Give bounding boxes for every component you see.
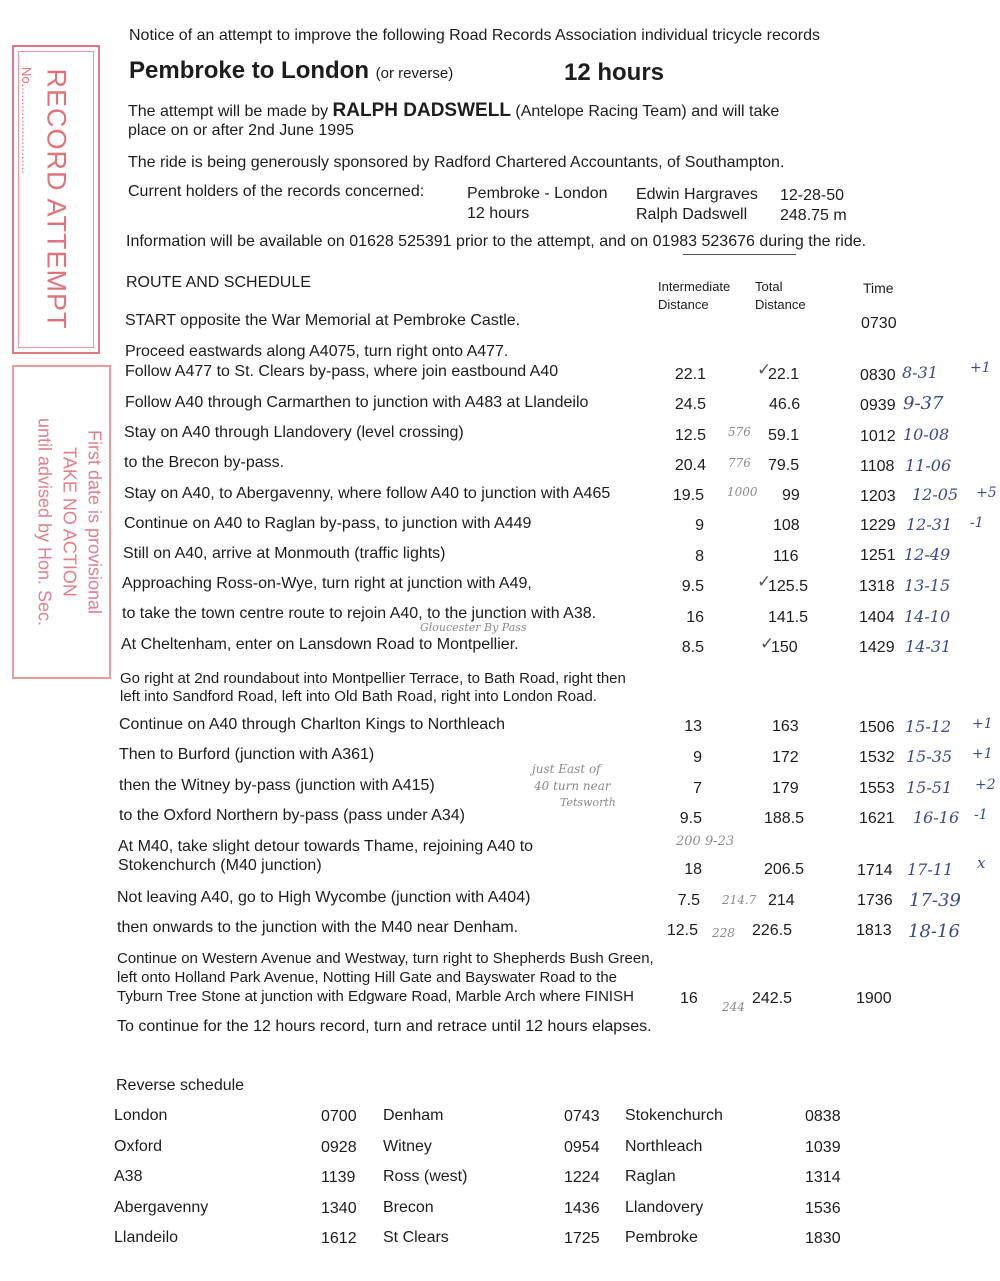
holder-name-1: Edwin Hargraves xyxy=(636,186,758,203)
actual-time: 14-10 xyxy=(904,607,951,626)
scheduled-time: 1506 xyxy=(859,719,895,736)
intermediate-distance: 8.5 xyxy=(681,639,704,656)
actual-time: 10-08 xyxy=(903,425,950,444)
pencil-note: 244 xyxy=(722,1000,745,1014)
route-step-text: Follow A40 through Carmarthen to junction with A483 at Llandeilo xyxy=(125,394,589,411)
pencil-note: Tetsworth xyxy=(560,796,616,809)
reverse-time: 0743 xyxy=(564,1108,600,1125)
pencil-note: just East of xyxy=(532,762,601,776)
time-diff: +1 xyxy=(972,716,993,732)
sponsor-line: The ride is being generously sponsored by Radford Chartered Accountants, of Southampton. xyxy=(128,154,785,171)
total-distance: 59.1 xyxy=(768,427,800,444)
holder-name-2: Ralph Dadswell xyxy=(636,206,748,223)
stamp-line-1: First date is provisional xyxy=(84,429,105,615)
scheduled-time: 1012 xyxy=(860,428,896,445)
route-title: ROUTE AND SCHEDULE xyxy=(126,274,311,291)
scheduled-time: 1429 xyxy=(859,639,895,656)
actual-time: 16-16 xyxy=(913,808,960,827)
actual-time: 12-49 xyxy=(904,545,951,564)
reverse-place: St Clears xyxy=(383,1229,449,1246)
rider-name: RALPH DADSWELL xyxy=(332,100,511,121)
total-distance: 150 xyxy=(771,639,798,656)
reverse-place: Northleach xyxy=(625,1138,703,1155)
reverse-place: Brecon xyxy=(383,1199,434,1216)
intermediate-distance: 12.5 xyxy=(674,427,706,444)
route-step-text: Proceed eastwards along A4075, turn right onto A477. xyxy=(125,343,509,360)
scheduled-time: 1813 xyxy=(856,922,892,939)
col-intermediate-label: Intermediate xyxy=(658,279,731,294)
actual-time: 18-16 xyxy=(908,921,960,942)
total-distance: 141.5 xyxy=(768,609,809,626)
route-step-text: At M40, take slight detour towards Thame, rejoining A40 to xyxy=(118,838,534,855)
scheduled-time: 0939 xyxy=(860,397,896,414)
tick-mark: ✓ xyxy=(760,634,775,653)
reverse-time: 1612 xyxy=(321,1230,357,1247)
scheduled-time: 1714 xyxy=(857,862,893,879)
route-start: START opposite the War Memorial at Pembroke Castle. xyxy=(125,312,521,329)
intermediate-distance: 9.5 xyxy=(679,810,702,827)
info-line: Information will be available on 01628 525391 prior to the attempt, and on 01983 523676 during the ride. xyxy=(126,233,867,250)
intermediate-distance: 7 xyxy=(693,780,702,797)
route-step-text: Approaching Ross-on-Wye, turn right at junction with A49, xyxy=(122,575,532,592)
route-step-text: Continue on A40 through Charlton Kings to Northleach xyxy=(119,716,506,733)
total-distance: 125.5 xyxy=(768,578,809,595)
reverse-schedule-title: Reverse schedule xyxy=(116,1077,245,1094)
route-start-time: 0730 xyxy=(861,315,897,332)
total-distance: 188.5 xyxy=(764,810,805,827)
reverse-time: 1830 xyxy=(805,1230,841,1247)
pencil-note: 576 xyxy=(728,425,751,439)
route-step-text: Stay on A40, to Abergavenny, where follow A40 to junction with A465 xyxy=(124,485,611,502)
actual-time: 15-12 xyxy=(905,717,952,736)
scheduled-time: 0830 xyxy=(860,367,896,384)
scheduled-time: 1532 xyxy=(859,749,895,766)
reverse-time: 1314 xyxy=(805,1169,841,1186)
reverse-place: London xyxy=(114,1107,168,1124)
col-time-label: Time xyxy=(863,280,894,296)
holder-value-1: 12-28-50 xyxy=(780,187,845,204)
tick-mark: ✓ xyxy=(757,572,772,591)
total-distance: 214 xyxy=(768,892,795,909)
scheduled-time: 1404 xyxy=(859,609,895,626)
reverse-time: 1340 xyxy=(321,1200,357,1217)
actual-time: 14-31 xyxy=(905,637,952,656)
time-diff: -1 xyxy=(974,807,988,823)
actual-time: 9-37 xyxy=(903,393,944,414)
route-step-text: Still on A40, arrive at Monmouth (traffic lights) xyxy=(123,545,446,562)
holder-record-2: 12 hours xyxy=(467,205,530,222)
total-distance: 99 xyxy=(782,487,800,504)
record-attempt-stamp-text: RECORD ATTEMPT xyxy=(41,68,72,330)
route-step-text: Stay on A40 through Llandovery (level crossing) xyxy=(124,424,464,441)
route-step-text: left into Sandford Road, left into Old Bath Road, right into London Road. xyxy=(120,688,597,705)
route-step-text: to take the town centre route to rejoin A40, to the junction with A38. xyxy=(122,605,597,622)
holder-value-2: 248.75 m xyxy=(780,207,847,224)
route-step-text: Then to Burford (junction with A361) xyxy=(119,746,375,763)
intermediate-distance: 9 xyxy=(695,517,704,534)
pencil-note: 228 xyxy=(712,926,735,940)
actual-time: 12-31 xyxy=(906,515,953,534)
scheduled-time: 1553 xyxy=(859,780,895,797)
route-step-text: to the Oxford Northern by-pass (pass under A34) xyxy=(119,807,465,824)
actual-time: 11-06 xyxy=(905,456,952,475)
actual-time: 15-35 xyxy=(906,747,953,766)
reverse-time: 0700 xyxy=(321,1108,357,1125)
continue-note: To continue for the 12 hours record, turn and retrace until 12 hours elapses. xyxy=(117,1018,652,1035)
reverse-time: 1536 xyxy=(805,1200,841,1217)
total-distance: 163 xyxy=(772,718,799,735)
holders-label: Current holders of the records concerned: xyxy=(128,183,425,200)
scheduled-time: 1251 xyxy=(860,547,896,564)
time-diff: x xyxy=(977,854,986,872)
actual-time: 15-51 xyxy=(906,778,953,797)
scheduled-time: 1900 xyxy=(856,990,892,1007)
reverse-time: 1725 xyxy=(564,1230,600,1247)
reverse-place: Stokenchurch xyxy=(625,1107,723,1124)
time-diff: -1 xyxy=(970,515,984,531)
intermediate-distance: 24.5 xyxy=(674,396,706,413)
intermediate-distance: 9.5 xyxy=(681,578,704,595)
attempt-pre: The attempt will be made by xyxy=(128,103,329,120)
route-step-text: left onto Holland Park Avenue, Notting Hill Gate and Bayswater Road to the xyxy=(117,969,618,986)
tick-mark: ✓ xyxy=(757,360,772,379)
total-distance: 79.5 xyxy=(768,457,800,474)
reverse-time: 1039 xyxy=(805,1139,841,1156)
reverse-place: Denham xyxy=(383,1107,444,1124)
intermediate-distance: 8 xyxy=(695,548,704,565)
pencil-note: 200 9-23 xyxy=(676,834,735,849)
reverse-time: 0928 xyxy=(321,1139,357,1156)
time-diff: +1 xyxy=(972,746,993,762)
total-distance: 116 xyxy=(773,548,799,565)
actual-time: 17-11 xyxy=(907,860,954,879)
route-step-text: Stokenchurch (M40 junction) xyxy=(118,857,322,874)
title-hours: 12 hours xyxy=(564,59,665,86)
reverse-place: Abergavenny xyxy=(114,1199,209,1216)
reverse-time: 1139 xyxy=(321,1169,356,1186)
total-distance: 206.5 xyxy=(764,861,805,878)
underline-mark xyxy=(683,254,796,255)
reverse-time: 1224 xyxy=(564,1169,600,1186)
scheduled-time: 1621 xyxy=(859,810,895,827)
intermediate-distance: 16 xyxy=(680,990,698,1007)
pencil-note: 214.7 xyxy=(722,893,757,907)
page-title xyxy=(129,57,453,85)
reverse-place: Witney xyxy=(383,1138,432,1155)
reverse-place: Llandovery xyxy=(625,1199,704,1216)
time-diff: +2 xyxy=(975,777,996,793)
route-step-text: to the Brecon by-pass. xyxy=(124,454,285,471)
scheduled-time: 1318 xyxy=(859,578,895,595)
attempt-line xyxy=(128,100,779,122)
total-distance: 108 xyxy=(773,517,800,534)
stamp-number-field: No......................... xyxy=(19,67,34,174)
total-distance: 226.5 xyxy=(752,922,793,939)
total-distance: 172 xyxy=(772,749,799,766)
reverse-time: 1436 xyxy=(564,1200,600,1217)
time-diff: +1 xyxy=(970,360,991,376)
route-step-text: then the Witney by-pass (junction with A415) xyxy=(119,777,435,794)
stamp-line-2: TAKE NO ACTION xyxy=(59,447,80,597)
attempt-date: place on or after 2nd June 1995 xyxy=(128,122,354,139)
total-distance: 46.6 xyxy=(769,396,801,413)
scheduled-time: 1736 xyxy=(857,892,893,909)
intermediate-distance: 18 xyxy=(684,861,702,878)
scheduled-time: 1108 xyxy=(860,458,895,475)
route-step-text: At Cheltenham, enter on Lansdown Road to Montpellier. xyxy=(121,636,519,653)
scheduled-time: 1229 xyxy=(860,517,896,534)
reverse-place: Raglan xyxy=(625,1168,676,1185)
intermediate-distance: 22.1 xyxy=(674,366,706,383)
reverse-place: Llandeilo xyxy=(114,1229,179,1246)
route-step-text: Not leaving A40, go to High Wycombe (junction with A404) xyxy=(117,889,531,906)
pencil-note: 40 turn near xyxy=(534,779,611,793)
holder-record-1: Pembroke - London xyxy=(467,185,608,202)
route-step-text: Tyburn Tree Stone at junction with Edgware Road, Marble Arch where FINISH xyxy=(117,988,634,1005)
route-step-text: Follow A477 to St. Clears by-pass, where join eastbound A40 xyxy=(125,363,559,380)
notice-line: Notice of an attempt to improve the following Road Records Association individual tricycle records xyxy=(129,27,820,44)
col-total-label-2: Distance xyxy=(755,297,806,312)
col-intermediate-label-2: Distance xyxy=(658,297,709,312)
actual-time: 12-05 xyxy=(912,485,959,504)
title-paren: (or reverse) xyxy=(375,65,454,82)
total-distance: 242.5 xyxy=(752,990,793,1007)
intermediate-distance: 7.5 xyxy=(677,892,700,909)
record-attempt-stamp xyxy=(12,45,100,354)
total-distance: 22.1 xyxy=(768,366,800,383)
col-total-label: Total xyxy=(755,279,783,294)
actual-time: 13-15 xyxy=(904,576,951,595)
intermediate-distance: 19.5 xyxy=(672,487,704,504)
intermediate-distance: 16 xyxy=(686,609,704,626)
title-route: Pembroke to London xyxy=(129,57,369,84)
time-diff: +5 xyxy=(976,485,997,501)
scheduled-time: 1203 xyxy=(860,488,896,505)
actual-time: 17-39 xyxy=(909,890,961,911)
pencil-note: Gloucester By Pass xyxy=(420,621,527,634)
reverse-place: Oxford xyxy=(114,1138,163,1155)
intermediate-distance: 9 xyxy=(693,749,702,766)
provisional-date-stamp xyxy=(12,365,111,679)
reverse-place: A38 xyxy=(114,1168,143,1185)
route-step-text: then onwards to the junction with the M40 near Denham. xyxy=(117,919,519,936)
total-distance: 179 xyxy=(772,780,799,797)
intermediate-distance: 13 xyxy=(684,718,702,735)
reverse-place: Pembroke xyxy=(625,1229,698,1246)
pencil-note: 1000 xyxy=(727,485,758,499)
reverse-time: 0954 xyxy=(564,1139,600,1156)
stamp-line-3: until advised by Hon. Sec. xyxy=(34,417,55,627)
route-step-text: Go right at 2nd roundabout into Montpellier Terrace, to Bath Road, right then xyxy=(120,670,626,687)
route-step-text: Continue on A40 to Raglan by-pass, to junction with A449 xyxy=(124,515,532,532)
attempt-post: (Antelope Racing Team) and will take xyxy=(515,103,780,120)
reverse-place: Ross (west) xyxy=(383,1168,468,1185)
intermediate-distance: 12.5 xyxy=(666,922,698,939)
pencil-note: 776 xyxy=(728,456,751,470)
actual-time: 8-31 xyxy=(902,363,938,382)
route-step-text: Continue on Western Avenue and Westway, turn right to Shepherds Bush Green, xyxy=(117,950,654,967)
reverse-time: 0838 xyxy=(805,1108,841,1125)
intermediate-distance: 20.4 xyxy=(674,457,706,474)
